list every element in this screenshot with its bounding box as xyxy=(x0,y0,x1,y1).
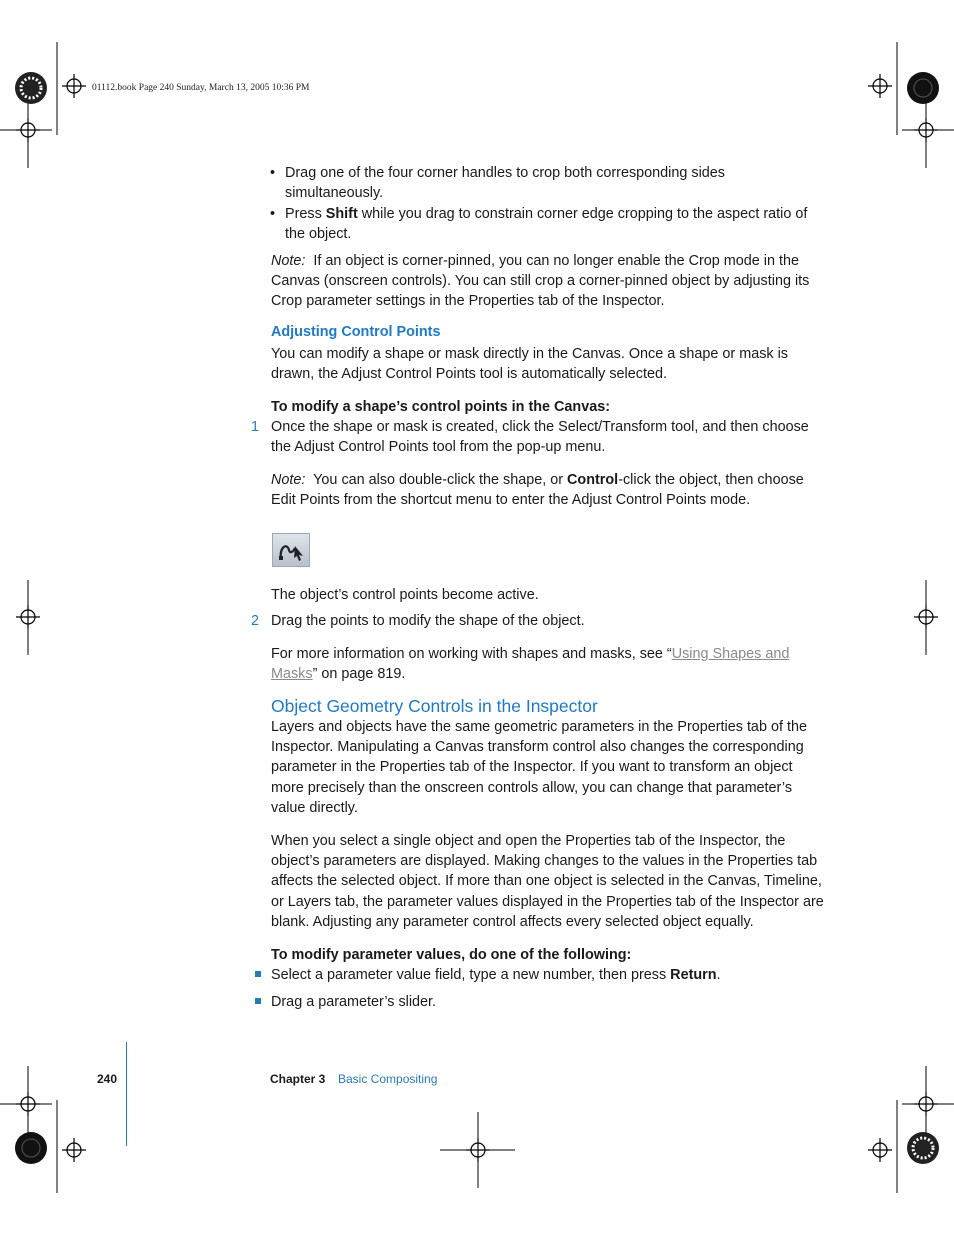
task-heading: To modify a shape’s control points in the Canvas: xyxy=(271,399,611,415)
list-item: Select a parameter value field, type a new number, then press Return. xyxy=(271,967,721,983)
paragraph: Layers and objects have the same geometric parameters in the Properties tab of the Inspector. Manipulating a Canvas transform control also changes the corresponding parameter in the Properties tab of the Inspector. If you want to transform an object more precisely than the onscreen controls allow, you can change that parameter’s value directly. xyxy=(271,719,807,816)
section-title: Object Geometry Controls in the Inspector xyxy=(271,696,598,716)
note-paragraph: Note: If an object is corner-pinned, you can no longer enable the Crop mode in the Canvas (onscreen controls). You can still crop a corner-pinned object by adjusting its Crop parameter settings in the Properties tab of the Inspector. xyxy=(271,253,810,310)
note-paragraph: Note: You can also double-click the shape, or Control-click the object, then choose Edit Points from the shortcut menu to enter the Adjust Control Points mode. xyxy=(271,472,804,509)
bullet-item: Press Shift while you drag to constrain corner edge cropping to the aspect ratio of the object. xyxy=(285,206,808,243)
step-text: Once the shape or mask is created, click the Select/Transform tool, and then choose the Adjust Control Points tool from the pop-up menu. xyxy=(271,419,809,456)
section-heading: Adjusting Control Points xyxy=(271,324,441,340)
bullet-square-icon xyxy=(255,998,261,1004)
bullet-square-icon xyxy=(255,971,261,977)
chapter-label: Chapter 3 xyxy=(270,1072,326,1086)
shapes-masks-link[interactable]: Using Shapes and Masks xyxy=(271,646,790,683)
section-intro: You can modify a shape or mask directly in the Canvas. Once a shape or mask is drawn, the Adjust Control Points tool is automatically selected. xyxy=(271,346,788,383)
bullet-item: Drag one of the four corner handles to crop both corresponding sides simultaneously. xyxy=(285,165,725,202)
more-info-paragraph: For more information on working with shapes and masks, see “Using Shapes and Masks” on page 819. xyxy=(271,646,790,683)
step-number: 1 xyxy=(251,419,260,435)
adjust-control-points-tool-icon xyxy=(272,533,310,567)
bullet-symbol: • xyxy=(270,206,276,222)
paragraph: When you select a single object and open the Properties tab of the Inspector, the object’s parameters are displayed. Making changes to the values in the Properties tab affects the selected object. If more than one object is selected in the Canvas, Timeline, or Layers tab, the parameter values displayed in the Properties tab of the Inspector are blank. Adjusting any parameter control affects every selected object equally. xyxy=(271,833,824,930)
footer-rule xyxy=(126,1042,127,1146)
result-text: The object’s control points become active. xyxy=(271,587,539,603)
list-item: Drag a parameter’s slider. xyxy=(271,994,437,1010)
chapter-title: Basic Compositing xyxy=(338,1072,438,1086)
step-number: 2 xyxy=(251,613,260,629)
task-heading: To modify parameter values, do one of the following: xyxy=(271,947,632,963)
bullet-symbol: • xyxy=(270,165,276,181)
print-slug: 01112.book Page 240 Sunday, March 13, 2005 10:36 PM xyxy=(92,83,310,93)
page-number: 240 xyxy=(97,1072,118,1086)
step-text: Drag the points to modify the shape of the object. xyxy=(271,613,585,629)
